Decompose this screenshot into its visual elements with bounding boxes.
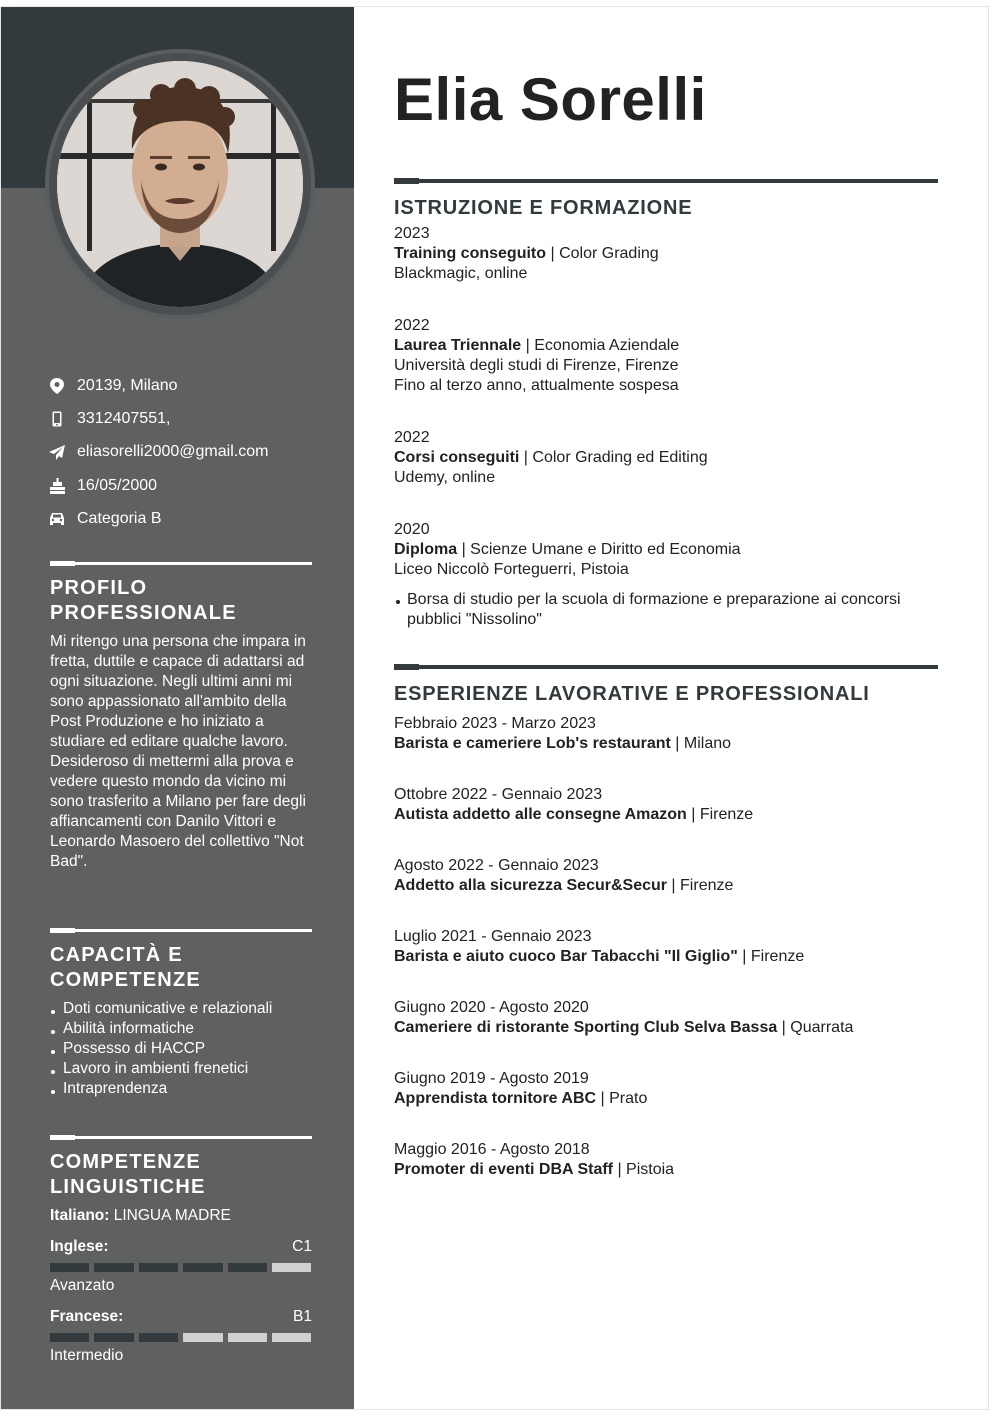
entry-place: Firenze — [699, 806, 754, 823]
language-code: B1 — [293, 1308, 312, 1325]
experience-title: ESPERIENZE LAVORATIVE E PROFESSIONALI — [394, 683, 870, 705]
profile-title: PROFILO PROFESSIONALE — [50, 577, 237, 624]
language-level-segment — [94, 1263, 133, 1272]
education-entry: 2022 Corsi conseguiti | Color Grading ed Editing Udemy, online — [394, 428, 938, 488]
skill-item: Doti comunicative e relazionali — [50, 999, 312, 1019]
experience-entry: Giugno 2019 - Agosto 2019 Apprendista tornitore ABC | Prato — [394, 1069, 938, 1109]
language-level: Avanzato — [50, 1277, 115, 1294]
language-level-segment — [228, 1333, 267, 1342]
section-divider — [50, 561, 312, 566]
entry-year: 2022 — [394, 317, 430, 334]
education-entry: 2020 Diploma | Scienze Umane e Diritto ed Economia Liceo Niccolò Forteguerri, Pistoia Borsa di studio per la scuola di formazione e preparazione ai concorsi pubblici "Nissolino" — [394, 520, 938, 630]
native-language — [50, 1206, 312, 1226]
entry-role: Barista e cameriere Lob's restaurant — [394, 735, 671, 752]
languages-section — [50, 1135, 312, 1366]
entry-bullet: Borsa di studio per la scuola di formazione e preparazione ai concorsi pubblici "Nissolino" — [394, 590, 938, 630]
contact-address — [49, 369, 268, 402]
section-divider — [50, 1135, 312, 1140]
skill-item: Possesso di HACCP — [50, 1039, 312, 1059]
contact-birthdate — [49, 469, 268, 502]
language-level-segment — [228, 1263, 267, 1272]
skills-list — [50, 999, 312, 1099]
language-code: C1 — [292, 1238, 312, 1255]
experience-entry: Agosto 2022 - Gennaio 2023 Addetto alla sicurezza Secur&Secur | Firenze — [394, 856, 938, 896]
experience-entry: Maggio 2016 - Agosto 2018 Promoter di eventi DBA Staff | Pistoia — [394, 1140, 938, 1180]
entry-place: Firenze — [750, 948, 805, 965]
car-icon — [49, 511, 65, 527]
entry-role: Autista addetto alle consegne Amazon — [394, 806, 687, 823]
entry-detail: Liceo Niccolò Forteguerri, Pistoia — [394, 561, 629, 578]
entry-role: Promoter di eventi DBA Staff — [394, 1161, 613, 1178]
language-level-segment — [183, 1263, 222, 1272]
education-title: ISTRUZIONE E FORMAZIONE — [394, 197, 693, 219]
full-name: Elia Sorelli — [394, 66, 707, 133]
entry-title: Laurea Triennale — [394, 337, 522, 354]
contact-birthdate-text: 16/05/2000 — [77, 476, 158, 494]
sidebar — [1, 7, 354, 1410]
education-section — [394, 178, 938, 630]
section-divider — [394, 664, 938, 670]
entry-subject: Economia Aziendale — [534, 337, 680, 354]
entry-title: Diploma — [394, 541, 458, 558]
section-divider — [394, 178, 938, 184]
language-level-segment — [272, 1263, 311, 1272]
entry-detail: Udemy, online — [394, 469, 496, 486]
language-level-segment — [139, 1263, 178, 1272]
entry-title: Corsi conseguiti — [394, 449, 520, 466]
language-level-bar — [50, 1263, 312, 1272]
profile-section — [50, 561, 312, 872]
skill-item: Lavoro in ambienti frenetici — [50, 1059, 312, 1079]
entry-subject: Scienze Umane e Diritto ed Economia — [470, 541, 741, 558]
experience-entry: Giugno 2020 - Agosto 2020 Cameriere di ristorante Sporting Club Selva Bassa | Quarrata — [394, 998, 938, 1038]
section-divider — [50, 928, 312, 933]
language-level-segment — [50, 1333, 89, 1342]
entry-period: Ottobre 2022 - Gennaio 2023 — [394, 786, 603, 803]
entry-year: 2022 — [394, 429, 430, 446]
entry-place: Milano — [683, 735, 732, 752]
birthday-cake-icon — [49, 478, 65, 494]
language-level-segment — [139, 1333, 178, 1342]
entry-role: Barista e aiuto cuoco Bar Tabacchi "Il Giglio" — [394, 948, 738, 965]
experience-entry: Febbraio 2023 - Marzo 2023 Barista e cameriere Lob's restaurant | Milano — [394, 714, 938, 754]
language-level: Intermedio — [50, 1347, 124, 1364]
profile-photo — [57, 61, 303, 307]
entry-bullets — [394, 590, 938, 630]
paper-plane-icon — [49, 444, 65, 460]
language-level-segment — [50, 1263, 89, 1272]
contact-phone — [49, 402, 268, 435]
native-language-label: Italiano: — [50, 1207, 110, 1224]
entry-place: Quarrata — [790, 1019, 854, 1036]
skills-section — [50, 928, 312, 1099]
contact-email — [49, 436, 268, 469]
entry-subject: Color Grading — [559, 245, 659, 262]
profile-photo-illustration — [57, 61, 303, 307]
entry-period: Maggio 2016 - Agosto 2018 — [394, 1141, 590, 1158]
language-name: Inglese: — [50, 1238, 109, 1255]
skill-item: Abilità informatiche — [50, 1019, 312, 1039]
skill-item: Intraprendenza — [50, 1079, 312, 1099]
profile-photo-frame — [45, 49, 315, 319]
language-name: Francese: — [50, 1308, 124, 1325]
education-entry: 2022 Laurea Triennale | Economia Aziendale Università degli studi di Firenze, Firenze Fino al terzo anno, attualmente sospesa — [394, 316, 938, 396]
entry-subject: Color Grading ed Editing — [532, 449, 708, 466]
entry-period: Giugno 2019 - Agosto 2019 — [394, 1070, 589, 1087]
entry-place: Prato — [609, 1090, 648, 1107]
entry-place: Firenze — [680, 877, 734, 894]
contact-address-text: 20139, Milano — [77, 376, 178, 394]
entry-period: Giugno 2020 - Agosto 2020 — [394, 999, 589, 1016]
profile-text: Mi ritengo una persona che impara in fretta, duttile e capace di adattarsi ad ogni situazione. Negli ultimi anni mi sono appassionato all'ambito della Post Produzione e ho iniziato a studiare ed editare qualche lavoro. Desideroso di mettermi alla prova e vedere questo mondo da vicino mi sono trasferito a Milano per fare degli affiancamenti con Danilo Vittori e Leonardo Masoero del collettivo "Not Bad". — [50, 633, 306, 870]
entry-period: Agosto 2022 - Gennaio 2023 — [394, 857, 599, 874]
experience-section — [394, 664, 938, 1180]
contact-phone-text: 3312407551, — [77, 409, 171, 427]
entry-period: Febbraio 2023 - Marzo 2023 — [394, 715, 596, 732]
languages-title: COMPETENZE LINGUISTICHE — [50, 1151, 206, 1198]
language-level-segment — [272, 1333, 311, 1342]
contact-list — [49, 369, 268, 535]
education-entry: 2023 Training conseguito | Color Grading Blackmagic, online — [394, 224, 938, 284]
mobile-phone-icon — [49, 411, 65, 427]
entry-year: 2020 — [394, 521, 430, 538]
experience-entry: Ottobre 2022 - Gennaio 2023 Autista addetto alle consegne Amazon | Firenze — [394, 785, 938, 825]
contact-license — [49, 502, 268, 535]
entry-role: Cameriere di ristorante Sporting Club Selva Bassa — [394, 1019, 778, 1036]
entry-detail: Fino al terzo anno, attualmente sospesa — [394, 377, 679, 394]
language-english — [50, 1237, 312, 1296]
language-french — [50, 1307, 312, 1366]
language-level-segment — [183, 1333, 222, 1342]
entry-period: Luglio 2021 - Gennaio 2023 — [394, 928, 592, 945]
entry-year: 2023 — [394, 225, 430, 242]
skills-title: CAPACITÀ E COMPETENZE — [50, 944, 201, 991]
entry-title: Training conseguito — [394, 245, 547, 262]
entry-detail: Blackmagic, online — [394, 265, 528, 282]
entry-detail: Università degli studi di Firenze, Firenze — [394, 357, 679, 374]
entry-role: Addetto alla sicurezza Secur&Secur — [394, 877, 667, 894]
experience-entry: Luglio 2021 - Gennaio 2023 Barista e aiuto cuoco Bar Tabacchi "Il Giglio" | Firenze — [394, 927, 938, 967]
entry-place: Pistoia — [626, 1161, 675, 1178]
contact-email-text: eliasorelli2000@gmail.com — [77, 443, 269, 461]
cv-page — [0, 6, 989, 1410]
native-language-value: LINGUA MADRE — [113, 1207, 231, 1224]
contact-license-text: Categoria B — [77, 509, 162, 527]
location-pin-icon — [49, 378, 65, 394]
entry-role: Apprendista tornitore ABC — [394, 1090, 597, 1107]
language-level-bar — [50, 1333, 312, 1342]
language-level-segment — [94, 1333, 133, 1342]
